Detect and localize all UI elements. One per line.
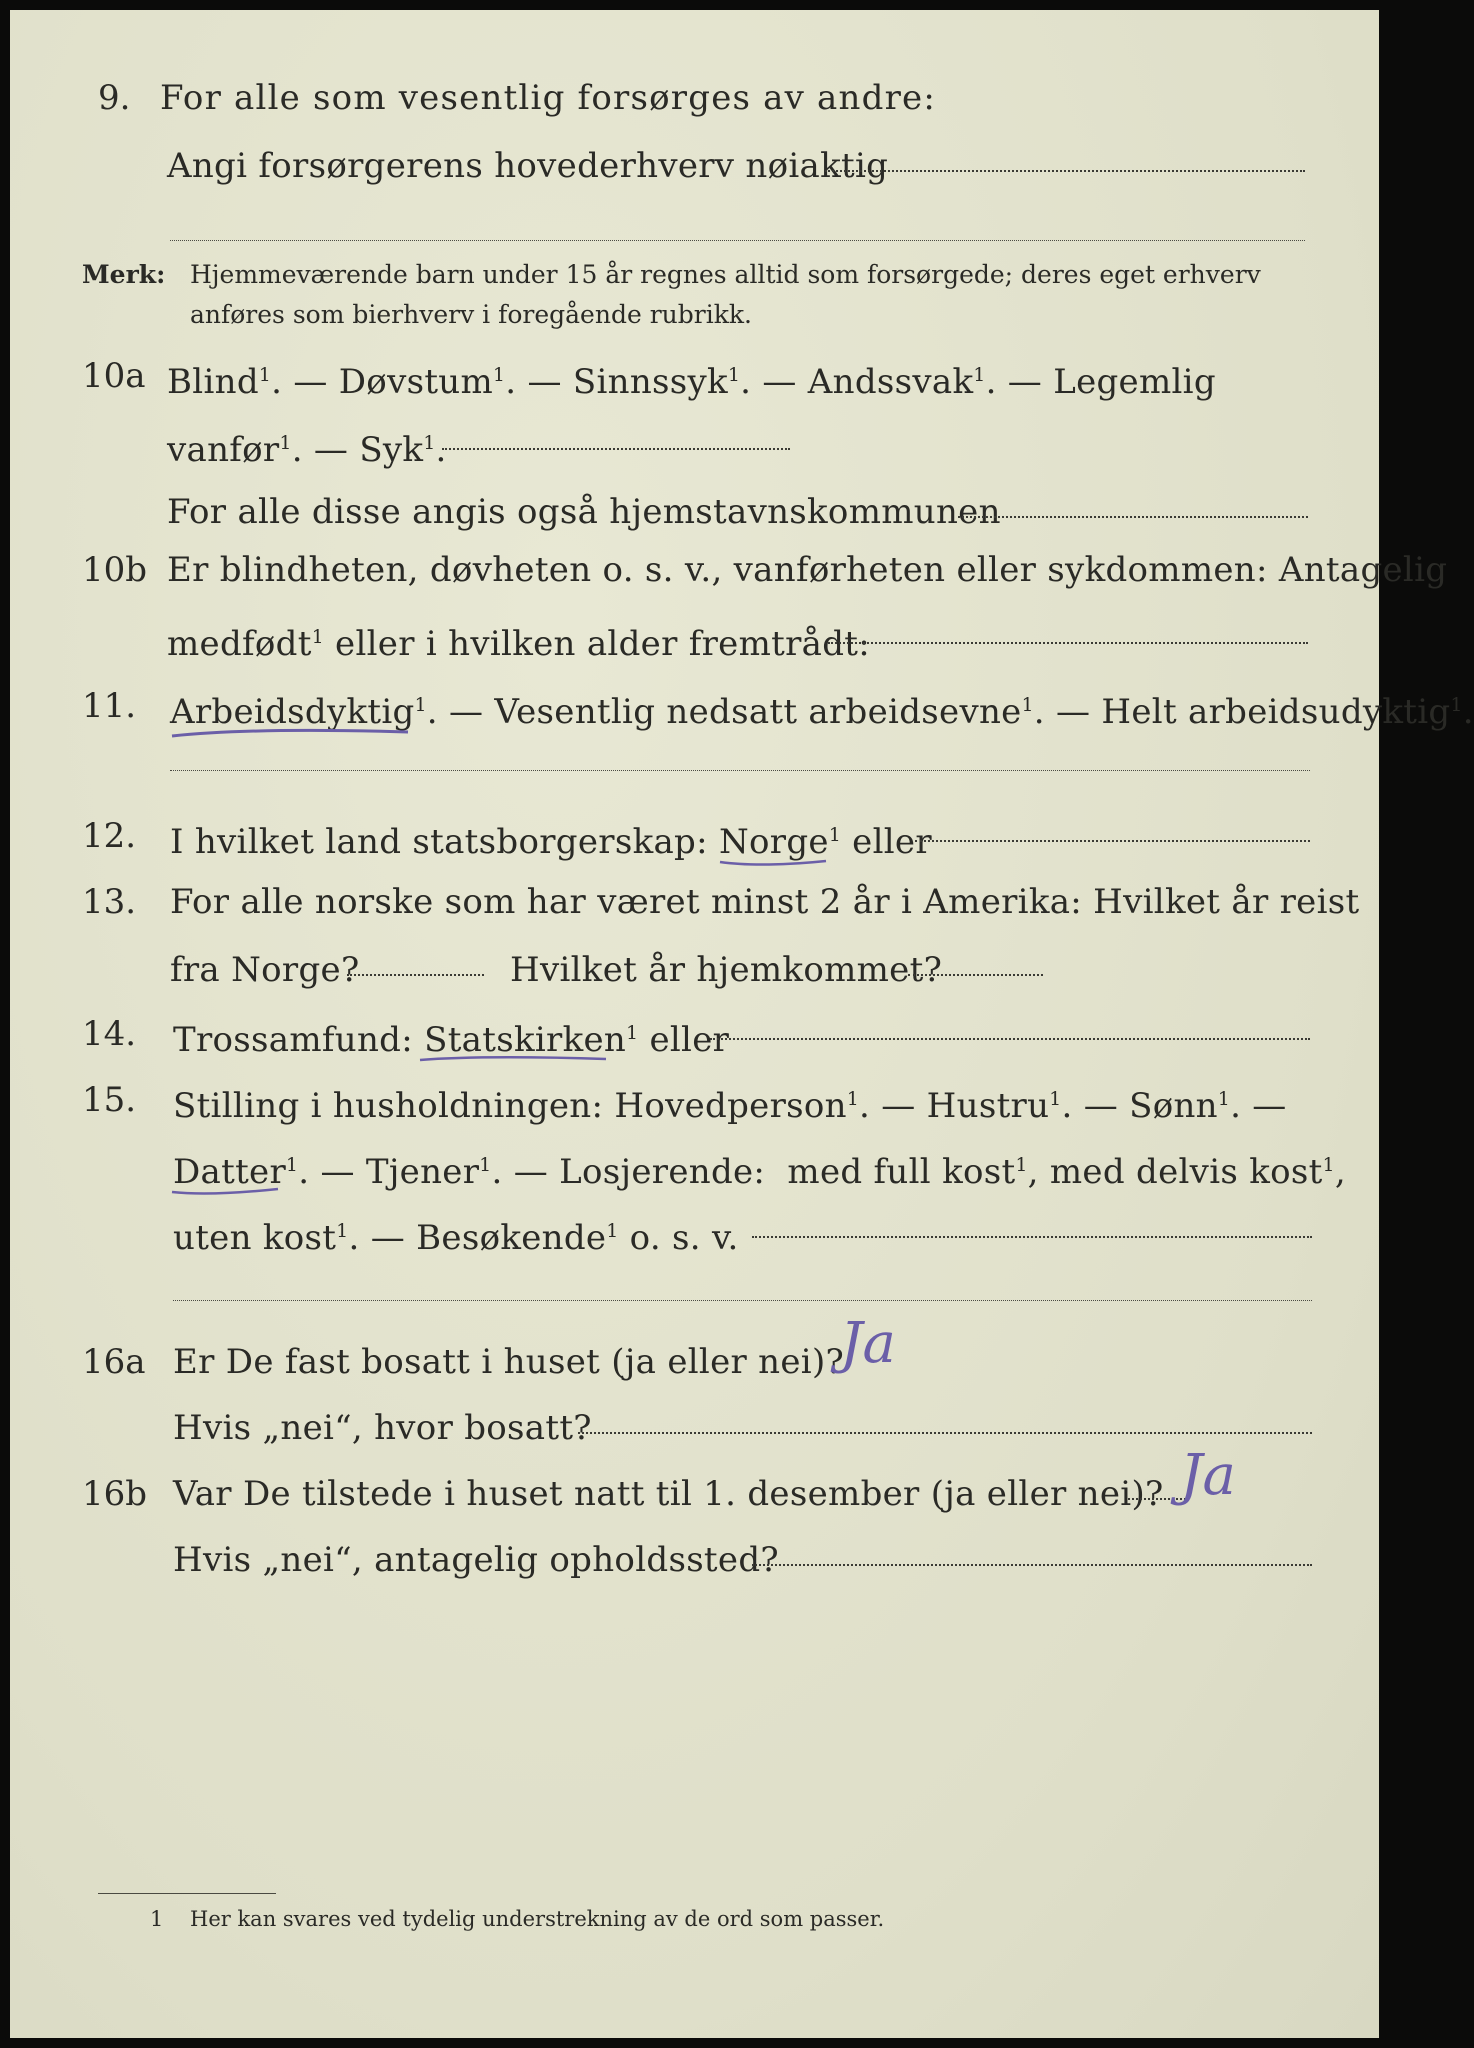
q16a-line1: Er De fast bosatt i huset (ja eller nei)? bbox=[173, 1342, 845, 1382]
q11-number: 11. bbox=[82, 686, 137, 726]
q10a-line2: vanfør$^1$. — Syk$^1$. bbox=[167, 430, 447, 471]
option-arbeidsdyktig[interactable]: Arbeidsdyktig bbox=[170, 692, 415, 733]
option-statskirken[interactable]: Statskirken bbox=[424, 1020, 627, 1061]
q12-eller-field[interactable] bbox=[915, 840, 1310, 842]
merk-line2: anføres som bierhverv i foregående rubrikk. bbox=[190, 300, 752, 329]
q10b-line2: medfødt$^1$ eller i hvilken alder fremtrådt: bbox=[167, 624, 871, 665]
option-hovedperson[interactable]: Hovedperson bbox=[614, 1086, 847, 1127]
option-delvis-kost[interactable]: med delvis kost bbox=[1049, 1152, 1323, 1193]
q14-number: 14. bbox=[82, 1014, 137, 1054]
q9-number: 9. bbox=[98, 78, 131, 118]
option-udyktig[interactable]: Helt arbeidsudyktig bbox=[1101, 692, 1451, 733]
option-full-kost[interactable]: med full kost bbox=[787, 1152, 1016, 1193]
pencil-underline-arbeidsdyktig bbox=[170, 726, 410, 736]
q16a-handwritten-answer[interactable]: Ja bbox=[840, 1311, 896, 1376]
q15-line2: Datter$^1$. — Tjener$^1$. — Losjerende: med full kost$^1$, med delvis kost$^1$, bbox=[173, 1152, 1346, 1193]
q16b-opholdssted-field[interactable] bbox=[752, 1564, 1312, 1566]
q12-number: 12. bbox=[82, 816, 137, 856]
q14-line: Trossamfund: Statskirken$^1$ eller bbox=[173, 1020, 730, 1061]
pencil-underline-norge bbox=[718, 856, 828, 866]
q16b-number: 16b bbox=[82, 1474, 148, 1514]
q9-line1: For alle som vesentlig forsørges av andre: bbox=[160, 78, 937, 118]
q11-answer-line[interactable] bbox=[170, 770, 1310, 771]
q16b-answer-leader bbox=[1128, 1498, 1186, 1500]
option-datter[interactable]: Datter bbox=[173, 1152, 287, 1193]
q10b-line1: Er blindheten, døvheten o. s. v., vanførheten eller sykdommen: Antagelig bbox=[167, 550, 1448, 590]
q13-hjemkommet-field[interactable] bbox=[908, 974, 1043, 976]
footnote-mark: 1 bbox=[150, 1907, 164, 1931]
q15-answer-line[interactable] bbox=[173, 1300, 1312, 1301]
option-andssvak[interactable]: Andssvak bbox=[807, 362, 974, 403]
merk-line1: Hjemmeværende barn under 15 år regnes alltid som forsørgede; deres eget erhverv bbox=[190, 260, 1261, 289]
q10a-number: 10a bbox=[82, 356, 146, 396]
q11-line1: Arbeidsdyktig$^1$. — Vesentlig nedsatt arbeidsevne$^1$. — Helt arbeidsudyktig$^1$. bbox=[170, 692, 1474, 733]
option-syk[interactable]: Syk bbox=[359, 430, 424, 471]
q15-osv-field[interactable] bbox=[752, 1236, 1312, 1238]
option-legemlig[interactable]: Legemlig bbox=[1053, 362, 1216, 403]
q16a-number: 16a bbox=[82, 1342, 146, 1382]
option-hustru[interactable]: Hustru bbox=[926, 1086, 1050, 1127]
footnote-rule bbox=[98, 1893, 276, 1894]
q15-line1: Stilling i husholdningen: Hovedperson$^1$. — Hustru$^1$. — Sønn$^1$. — bbox=[173, 1086, 1287, 1127]
option-nedsatt[interactable]: Vesentlig nedsatt arbeidsevne bbox=[494, 692, 1022, 733]
option-sonn[interactable]: Sønn bbox=[1129, 1086, 1218, 1127]
q16b-line2: Hvis „nei“, antagelig opholdssted? bbox=[173, 1540, 779, 1580]
q10a-hjemstavn-field[interactable] bbox=[958, 516, 1308, 518]
merk-label: Merk: bbox=[82, 260, 166, 289]
q13-hjemkommet-label: Hvilket år hjemkommet? bbox=[510, 950, 943, 990]
q14-eller-field[interactable] bbox=[710, 1038, 1310, 1040]
q15-line3: uten kost$^1$. — Besøkende$^1$ o. s. v. bbox=[173, 1218, 739, 1259]
pencil-underline-statskirken bbox=[418, 1052, 608, 1062]
q13-line1: For alle norske som har været minst 2 år i Amerika: Hvilket år reist bbox=[170, 882, 1360, 922]
q12-line: I hvilket land statsborgerskap: Norge$^1$ eller bbox=[170, 822, 932, 863]
q9-answer-line2[interactable] bbox=[170, 240, 1305, 241]
q10a-line3: For alle disse angis også hjemstavnskommunen bbox=[167, 492, 1001, 532]
q16b-line1: Var De tilstede i huset natt til 1. desember (ja eller nei)? bbox=[173, 1474, 1164, 1514]
option-blind[interactable]: Blind bbox=[167, 362, 259, 403]
option-vanfor[interactable]: vanfør bbox=[167, 430, 280, 471]
q13-fra-norge-field[interactable] bbox=[347, 974, 484, 976]
q10a-line1: Blind$^1$. — Døvstum$^1$. — Sinnssyk$^1$. — Andssvak$^1$. — Legemlig bbox=[167, 362, 1216, 403]
q16a-bosatt-field[interactable] bbox=[578, 1432, 1312, 1434]
option-tjener[interactable]: Tjener bbox=[365, 1152, 480, 1193]
pencil-underline-datter bbox=[170, 1184, 280, 1194]
q16b-handwritten-answer[interactable]: Ja bbox=[1180, 1443, 1236, 1508]
q10b-alder-field[interactable] bbox=[828, 642, 1308, 644]
q9-answer-field[interactable] bbox=[825, 170, 1305, 172]
option-uten-kost[interactable]: uten kost bbox=[173, 1218, 337, 1259]
q16a-line2: Hvis „nei“, hvor bosatt? bbox=[173, 1408, 592, 1448]
q13-fra-norge-label: fra Norge? bbox=[170, 950, 360, 990]
q13-number: 13. bbox=[82, 882, 137, 922]
footnote-text: Her kan svares ved tydelig understrekning av de ord som passer. bbox=[190, 1907, 885, 1931]
option-dovstum[interactable]: Døvstum bbox=[338, 362, 494, 403]
option-medfodt[interactable]: medfødt bbox=[167, 624, 312, 665]
option-besokende[interactable]: Besøkende bbox=[416, 1218, 607, 1259]
census-form-page bbox=[10, 10, 1474, 2038]
q10a-syk-field[interactable] bbox=[442, 448, 790, 450]
q15-number: 15. bbox=[82, 1080, 137, 1120]
option-sinnssyk[interactable]: Sinnssyk bbox=[572, 362, 728, 403]
option-norge[interactable]: Norge bbox=[718, 822, 829, 863]
q9-line2: Angi forsørgerens hovederhverv nøiaktig bbox=[167, 146, 889, 186]
q10b-number: 10b bbox=[82, 550, 148, 590]
